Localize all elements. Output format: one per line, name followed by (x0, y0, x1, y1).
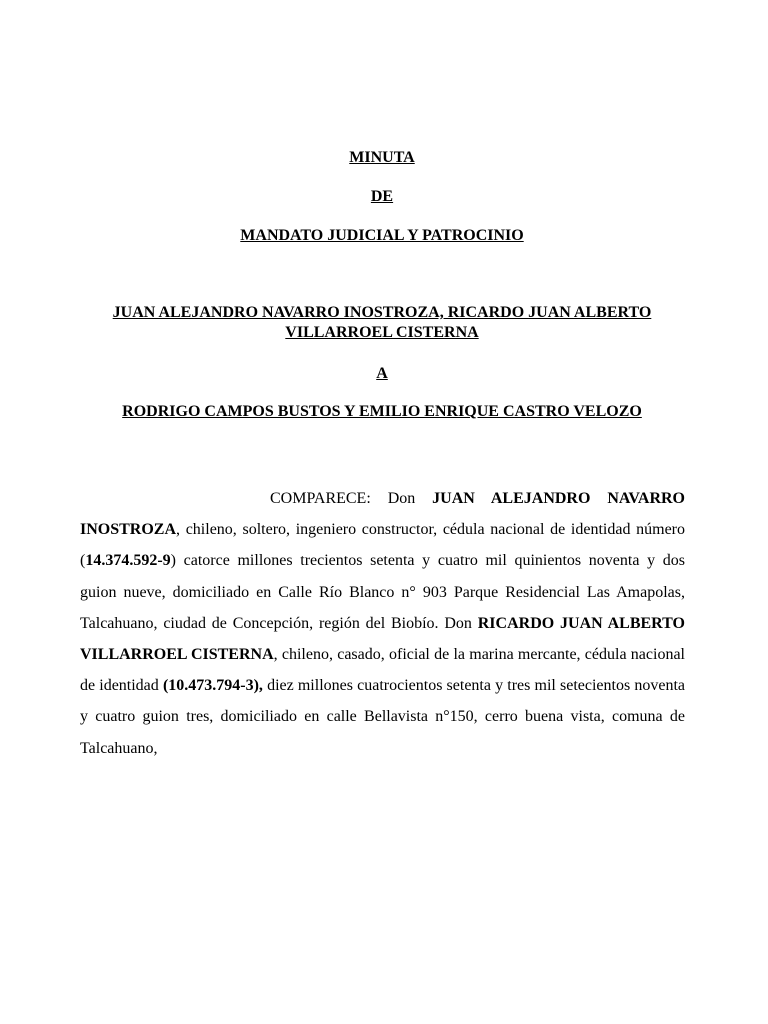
body-text-5: diez millones cuatrocientos setenta y tres mil setecientos noventa y cuatro guion tres, domiciliado en calle Bellavista n°150, cerro buena vista, comuna de Talcahuano, (80, 677, 685, 757)
attorneys-heading: RODRIGO CAMPOS BUSTOS Y EMILIO ENRIQUE CASTRO VELOZO (122, 403, 642, 420)
body-text-4: , chileno, casado, oficial de la marina mercante, cédula nacional de identidad (80, 646, 685, 695)
body-text-1: COMPARECE: Don (270, 490, 433, 507)
document-title-de: DE (370, 188, 394, 205)
body-text-2: , chileno, soltero, ingeniero constructor, cédula nacional de identidad número ( (80, 521, 685, 570)
grantor-name-1: JUAN ALEJANDRO NAVARRO INOSTROZA (80, 490, 685, 539)
appearance-paragraph (80, 483, 685, 764)
grantors-heading: JUAN ALEJANDRO NAVARRO INOSTROZA, RICARDO JUAN ALBERTO VILLARROEL CISTERNA (112, 304, 652, 341)
grantor-id-1: 14.374.592-9 (85, 552, 171, 570)
body-text-3: ) catorce millones trecientos setenta y cuatro mil quinientos noventa y dos guion nueve, domiciliado en Calle Río Blanco n° 903 Parque Residencial Las Amapolas, Talcahuano, ciudad de Concepción, región del Biobío. Don (80, 552, 685, 632)
document-title: MINUTA (349, 149, 415, 166)
document-subtitle: MANDATO JUDICIAL Y PATROCINIO (240, 227, 524, 244)
grantor-name-2: RICARDO JUAN ALBERTO VILLARROEL CISTERNA (80, 614, 685, 664)
grantor-id-2: (10.473.794-3), (162, 677, 263, 695)
connector-heading: A (376, 365, 388, 382)
